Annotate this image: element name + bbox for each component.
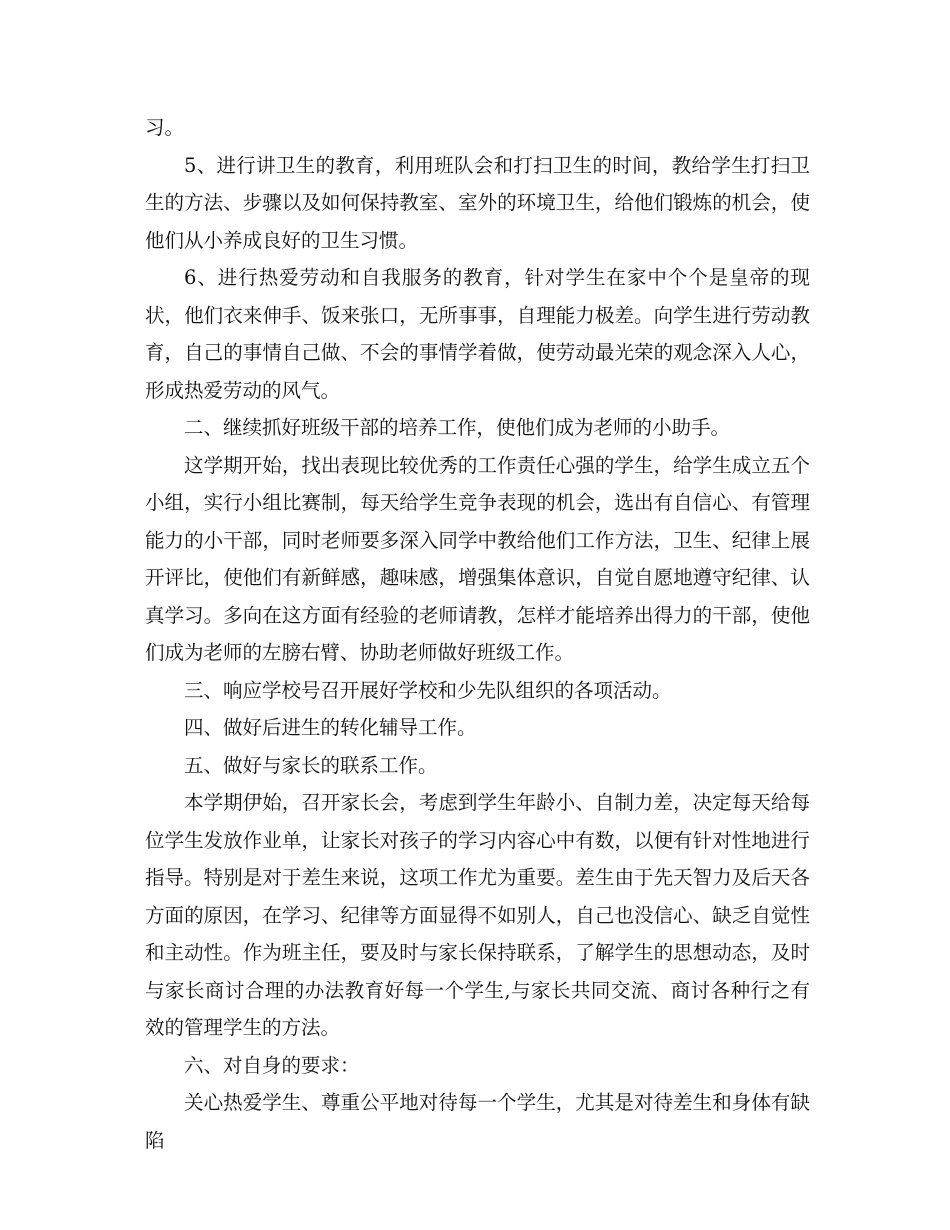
section-heading-5: 五、做好与家长的联系工作。	[184, 753, 438, 777]
paragraph-parent-contact: 本学期伊始，召开家长会，考虑到学生年龄小、自制力差，决定每天给每位学生发放作业单，让家长对孩子的学习内容心中有数，以便有针对性地进行指导。特别是对于差生来说，这项工作尤为重要。差生由于先天智力及后天各方面的原因，在学习、纪律等方面显得不如别人，自己也没信心、缺乏自觉性和主动性。作为班主任，要及时与家长保持联系，了解学生的思想动态，及时与家长商讨合理的办法教育好每一个学生,与家长共同交流、商讨各种行之有效的管理学生的方法。	[145, 791, 810, 1039]
paragraph-item-5-hygiene: 5、进行讲卫生的教育，利用班队会和打扫卫生的时间，教给学生打扫卫生的方法、步骤以及如何保持教室、室外的环境卫生，给他们锻炼的机会，使他们从小养成良好的卫生习惯。	[145, 153, 810, 252]
paragraph-continuation: 习。	[145, 116, 185, 139]
section-heading-3: 三、响应学校号召开展好学校和少先队组织的各项活动。	[184, 678, 672, 702]
section-heading-6: 六、对自身的要求：	[184, 1053, 360, 1077]
document-body	[145, 109, 810, 1159]
section-heading-4: 四、做好后进生的转化辅导工作。	[184, 716, 477, 739]
paragraph-class-cadres: 这学期开始，找出表现比较优秀的工作责任心强的学生，给学生成立五个小组，实行小组比赛制，每天给学生竞争表现的机会，选出有自信心、有管理能力的小干部，同时老师要多深入同学中教给他们工作方法，卫生、纪律上展开评比，使他们有新鲜感，趣味感，增强集体意识，自觉自愿地遵守纪律、认真学习。多向在这方面有经验的老师请教，怎样才能培养出得力的干部，使他们成为老师的左膀右臂、协助老师做好班级工作。	[145, 453, 810, 664]
section-heading-2: 二、继续抓好班级干部的培养工作，使他们成为老师的小助手。	[184, 416, 731, 439]
paragraph-self-requirements: 关心热爱学生、尊重公平地对待每一个学生，尤其是对待差生和身体有缺陷	[145, 1091, 810, 1152]
paragraph-item-6-labor: 6、进行热爱劳动和自我服务的教育，针对学生在家中个个是皇帝的现状，他们衣来伸手、饭来张口，无所事事，自理能力极差。向学生进行劳动教育，自己的事情自己做、不会的事情学着做，使劳动最光荣的观念深入人心，形成热爱劳动的风气。	[145, 266, 810, 402]
